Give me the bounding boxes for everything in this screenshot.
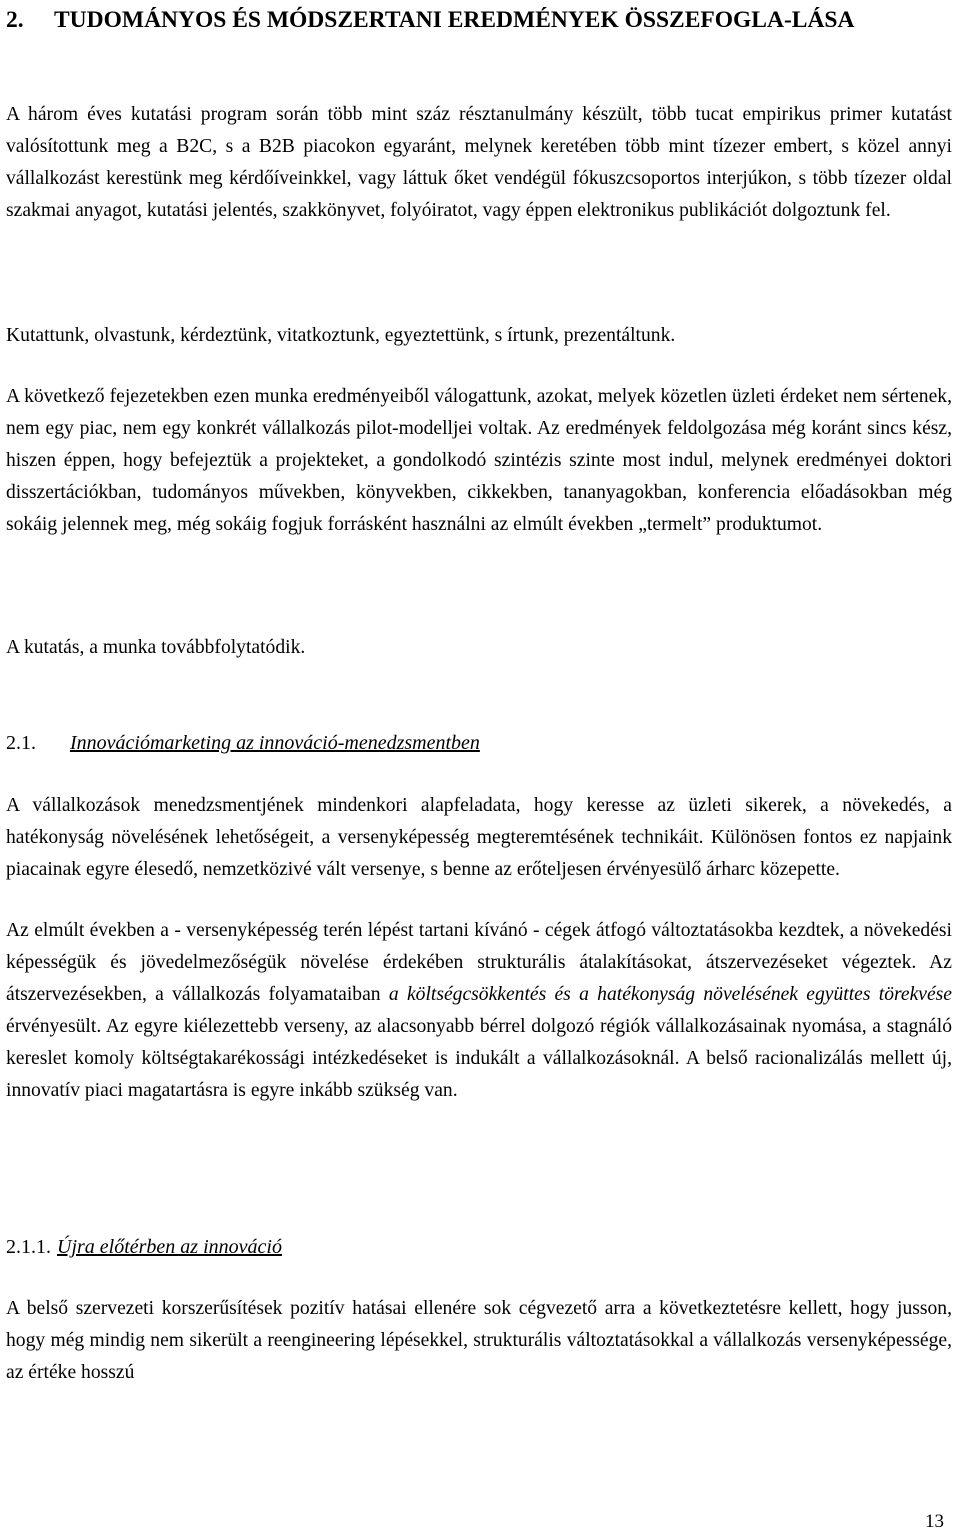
section-number: 2.1.1. (6, 1236, 51, 1258)
text-run: érvényesült. Az egyre kiélezettebb verseny, az alacsonyabb bérrel dolgozó régiók vállalkozásainak nyomása, a stagnáló kereslet komoly költségtakarékossági intézkedéseket is indukált a vállalkozásoknál. A belső racionalizálás mellett új, innovatív piaci magatartásra is egyre inkább szükség van. (6, 1016, 952, 1101)
intro-paragraph-1: A három éves kutatási program során több mint száz résztanulmány készült, több tucat empirikus primer kutatást valósítottunk meg a B2C, s a B2B piacokon egyaránt, melynek keretében több mint tízezer embert, s közel annyi vállalkozást kerestünk meg kérdőíveinkkel, vagy láttuk őket vendégül fókuszcsoportos interjúkon, s több tízezer oldal szakmai anyagot, kutatási jelentés, szakkönyvet, folyóiratot, vagy éppen elektronikus publikációt dolgoztunk fel. (6, 104, 952, 221)
intro-paragraph-4: A kutatás, a munka továbbfolytatódik. (6, 637, 306, 658)
section-heading-2-1-1 (6, 1232, 952, 1262)
section-title: Innovációmarketing az innováció-menedzsmentben (70, 732, 480, 754)
intro-paragraph-3: A következő fejezetekben ezen munka eredményeiből válogattunk, azokat, melyek közetlen üzleti érdeket nem sértenek, nem egy piac, nem egy konkrét vállalkozás pilot-modelljei voltak. Az eredmények feldolgozása még koránt sincs kész, hiszen éppen, hogy befejeztük a projekteket, a gondolkodó szintézis szinte most indul, melynek eredményei doktori disszertációkban, tudományos művekben, könyvekben, cikkekben, tananyagokban, konferencia előadásokban még sokáig jelennek meg, még sokáig fogjuk forrásként használni az elmúlt években „termelt” produktumot. (6, 386, 952, 535)
chapter-number: 2. (6, 7, 24, 33)
chapter-heading (6, 4, 952, 36)
section-number: 2.1. (6, 732, 36, 754)
section-2-1-paragraph-2 (6, 915, 952, 1107)
section-heading-2-1 (6, 728, 952, 758)
text-run: Az elmúlt években a - versenyképesség terén lépést tartani kívánó - cégek átfogó változtatásokba kezdtek, a növekedési képességük és jövedelmezőségük növelése érdekében strukturális átalakításokat, átszervezéseket végeztek. Az átszervezésekben, a vállalkozás folyamataiban (6, 920, 952, 1005)
section-title: Újra előtérben az innováció (57, 1236, 282, 1258)
chapter-title: TUDOMÁNYOS ÉS MÓDSZERTANI EREDMÉNYEK ÖSSZEFOGLA-LÁSA (54, 7, 855, 33)
page-number: 13 (925, 1511, 944, 1532)
section-2-1-1-paragraph-1: A belső szervezeti korszerűsítések pozitív hatásai ellenére sok cégvezető arra a következtetésre kellett, hogy jusson, hogy még mindig nem sikerült a reengineering lépésekkel, strukturális változtatásokkal a vállalkozás versenyképessége, az értéke hosszú (6, 1298, 952, 1383)
section-2-1-paragraph-1: A vállalkozások menedzsmentjének mindenkori alapfeladata, hogy keresse az üzleti sikerek, a növekedés, a hatékonyság növelésének lehetőségeit, a versenyképesség megteremtésének technikáit. Különösen fontos ez napjaink piacainak egyre élesedő, nemzetközivé vált versenye, s benne az erőteljesen érvényesülő árharc közepette. (6, 795, 952, 880)
emphasized-text: a költségcsökkentés és a hatékonyság növelésének együttes törekvése (388, 984, 952, 1005)
intro-paragraph-2: Kutattunk, olvastunk, kérdeztünk, vitatkoztunk, egyeztettünk, s írtunk, prezentáltunk. (6, 325, 676, 346)
